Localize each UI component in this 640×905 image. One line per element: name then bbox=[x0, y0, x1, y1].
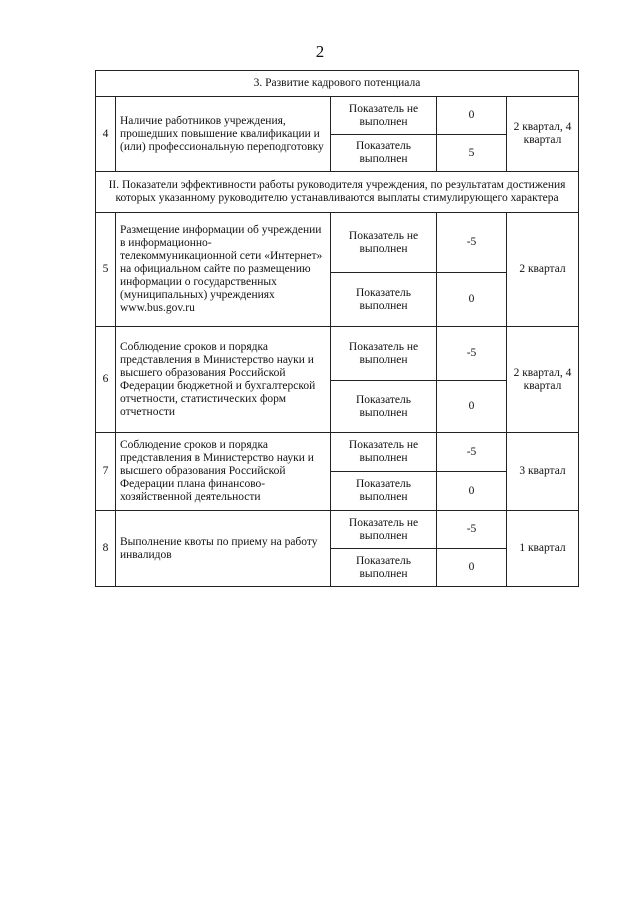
indicator-name: Выполнение квоты по приему на работу инвалидов bbox=[116, 511, 331, 587]
row-number: 6 bbox=[96, 327, 116, 433]
page-number: 2 bbox=[315, 42, 325, 61]
indicator-name: Соблюдение сроков и порядка представления в Министерство науки и высшего образования Российской Федерации плана финансово-хозяйственной деятельности bbox=[116, 433, 331, 511]
indicator-met-label: Показатель выполнен bbox=[331, 381, 437, 433]
reporting-period: 2 квартал, 4 квартал bbox=[507, 97, 579, 172]
indicators-table bbox=[95, 70, 579, 587]
section-2-header: II. Показатели эффективности работы руководителя учреждения, по результатам достижения которых указанному руководителю устанавливаются выплаты стимулирующего характера bbox=[96, 172, 579, 213]
reporting-period: 2 квартал bbox=[507, 213, 579, 327]
table-row bbox=[96, 433, 579, 472]
indicator-not-met-label: Показатель не выполнен bbox=[331, 327, 437, 381]
row-number: 7 bbox=[96, 433, 116, 511]
not-met-score: -5 bbox=[437, 511, 507, 549]
not-met-score: 0 bbox=[437, 97, 507, 135]
indicator-met-label: Показатель выполнен bbox=[331, 135, 437, 172]
row-number: 8 bbox=[96, 511, 116, 587]
indicator-met-label: Показатель выполнен bbox=[331, 549, 437, 587]
indicator-met-label: Показатель выполнен bbox=[331, 273, 437, 327]
indicator-name: Наличие работников учреждения, прошедших повышение квалификации и (или) профессиональную переподготовку bbox=[116, 97, 331, 172]
table-row bbox=[96, 327, 579, 381]
row-number: 4 bbox=[96, 97, 116, 172]
reporting-period: 3 квартал bbox=[507, 433, 579, 511]
indicator-not-met-label: Показатель не выполнен bbox=[331, 213, 437, 273]
reporting-period: 2 квартал, 4 квартал bbox=[507, 327, 579, 433]
indicator-not-met-label: Показатель не выполнен bbox=[331, 511, 437, 549]
met-score: 5 bbox=[437, 135, 507, 172]
met-score: 0 bbox=[437, 549, 507, 587]
row-number: 5 bbox=[96, 213, 116, 327]
not-met-score: -5 bbox=[437, 433, 507, 472]
table-row bbox=[96, 97, 579, 135]
not-met-score: -5 bbox=[437, 213, 507, 273]
indicator-not-met-label: Показатель не выполнен bbox=[331, 97, 437, 135]
section-3-header: 3. Развитие кадрового потенциала bbox=[96, 71, 579, 97]
table-row bbox=[96, 213, 579, 273]
met-score: 0 bbox=[437, 472, 507, 511]
met-score: 0 bbox=[437, 273, 507, 327]
not-met-score: -5 bbox=[437, 327, 507, 381]
table-row bbox=[96, 511, 579, 549]
indicator-name: Соблюдение сроков и порядка представления в Министерство науки и высшего образования Российской Федерации бюджетной и бухгалтерской отчетности, статистических форм отчетности bbox=[116, 327, 331, 433]
indicator-not-met-label: Показатель не выполнен bbox=[331, 433, 437, 472]
reporting-period: 1 квартал bbox=[507, 511, 579, 587]
indicator-name: Размещение информации об учреждении в информационно-телекоммуникационной сети «Интернет» на официальном сайте по размещению информации о государственных (муниципальных) учреждениях www.bus.gov.ru bbox=[116, 213, 331, 327]
met-score: 0 bbox=[437, 381, 507, 433]
indicator-met-label: Показатель выполнен bbox=[331, 472, 437, 511]
